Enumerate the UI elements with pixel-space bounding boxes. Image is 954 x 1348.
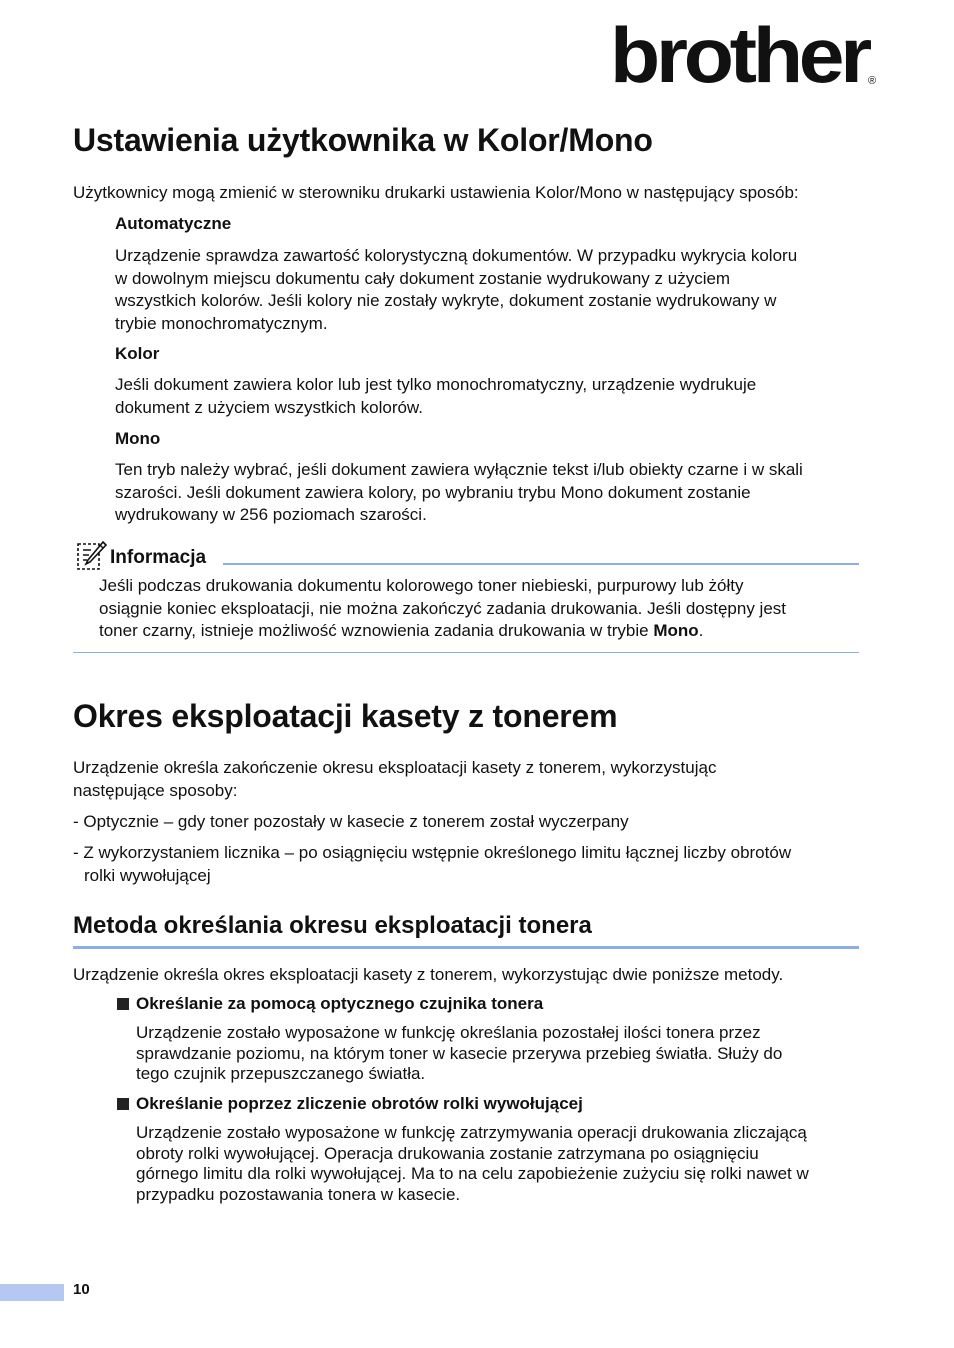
dash-item-optycznie: - Optycznie – gdy toner pozostały w kasecie z tonerem został wyczerpany	[73, 812, 629, 831]
option-label-mono: Mono	[115, 429, 161, 448]
bullet-square-icon	[117, 1098, 129, 1110]
text-span: toner czarny, istnieje możliwość wznowienia zadania drukowania w trybie	[99, 621, 654, 640]
subsection-title-metoda: Metoda określania okresu eksploatacji tonera	[73, 912, 592, 939]
text-line: przypadku pozostawania tonera w kasecie.	[136, 1184, 461, 1204]
text-line: wydrukowany w 256 poziomach szarości.	[115, 505, 427, 524]
note-body	[99, 575, 786, 643]
text-line: wszystkich kolorów. Jeśli kolory nie zostały wykryte, dokument zostanie wydrukowany w	[115, 291, 777, 310]
text-line: Urządzenie zostało wyposażone w funkcję określania pozostałej ilości tonera przez	[136, 1023, 761, 1042]
text-line: Jeśli dokument zawiera kolor lub jest tylko monochromatyczny, urządzenie wydrukuje	[115, 375, 757, 394]
section-title-okres-eksploatacji: Okres eksploatacji kasety z tonerem	[73, 698, 618, 734]
bold-text: Mono	[653, 621, 699, 640]
text-line: Urządzenie określa zakończenie okresu eksploatacji kasety z tonerem, wykorzystując	[73, 758, 717, 777]
text-line: Urządzenie zostało wyposażone w funkcję zatrzymywania operacji drukowania zliczającą	[136, 1123, 807, 1142]
text-line: trybie monochromatycznym.	[115, 313, 328, 333]
text-line: tego czujnik przepuszczanego światła.	[136, 1064, 426, 1083]
note-pencil-icon	[75, 540, 107, 572]
text-line	[99, 620, 786, 643]
note-bottom-rule	[73, 652, 859, 653]
method-desc-licznik	[136, 1123, 809, 1205]
note-top-rule	[223, 563, 859, 565]
method-label-licznik: Określanie poprzez zliczenie obrotów rolki wywołującej	[136, 1094, 583, 1113]
text-line: - Z wykorzystaniem licznika – po osiągnięciu wstępnie określonego limitu łącznej liczby obrotów	[73, 843, 792, 862]
option-label-automatyczne: Automatyczne	[115, 214, 232, 233]
option-desc-kolor	[115, 374, 756, 419]
section2-intro	[73, 757, 716, 802]
logo-text: brother	[610, 22, 872, 90]
option-desc-mono	[115, 459, 803, 527]
text-line: rolki wywołującej	[84, 865, 211, 885]
option-label-kolor: Kolor	[115, 344, 160, 363]
text-line: w dowolnym miejscu dokumentu cały dokument zostanie wydrukowany z użyciem	[115, 268, 731, 288]
registered-mark: ®	[868, 75, 877, 87]
text-span: .	[698, 621, 704, 640]
text-line: Jeśli podczas drukowania dokumentu kolorowego toner niebieski, purpurowy lub żółty	[99, 576, 744, 595]
dash-item-licznik	[73, 842, 791, 887]
subsection-rule	[73, 946, 859, 949]
method-label-optyczny: Określanie za pomocą optycznego czujnika tonera	[136, 994, 544, 1013]
section1-intro: Użytkownicy mogą zmienić w sterowniku drukarki ustawienia Kolor/Mono w następujący sposób:	[73, 183, 799, 202]
page-tab	[0, 1284, 64, 1301]
section3-intro: Urządzenie określa okres eksploatacji kasety z tonerem, wykorzystując dwie poniższe metody.	[73, 965, 784, 984]
brother-logo	[610, 22, 882, 90]
text-line: dokument z użyciem wszystkich kolorów.	[115, 397, 423, 417]
bullet-square-icon	[117, 998, 129, 1010]
note-title: Informacja	[110, 547, 207, 568]
method-desc-optyczny	[136, 1023, 782, 1085]
text-line: sprawdzanie poziomu, na którym toner w kasecie przerywa przebieg światła. Służy do	[136, 1043, 783, 1063]
section-title-kolor-mono: Ustawienia użytkownika w Kolor/Mono	[73, 122, 653, 158]
text-line: obroty rolki wywołującej. Operacja drukowania zostanie zatrzymana po osiągnięciu	[136, 1143, 759, 1163]
text-line: Ten tryb należy wybrać, jeśli dokument zawiera wyłącznie tekst i/lub obiekty czarne i w skali	[115, 460, 803, 479]
option-desc-automatyczne	[115, 245, 797, 335]
text-line: następujące sposoby:	[73, 780, 238, 800]
text-line: osiągnie koniec eksploatacji, nie można zakończyć zadania drukowania. Jeśli dostępny jest	[99, 598, 786, 618]
page-number: 10	[73, 1281, 90, 1298]
text-line: szarości. Jeśli dokument zawiera kolory, po wybraniu trybu Mono dokument zostanie	[115, 482, 751, 502]
text-line: górnego limitu dla rolki wywołującej. Ma to na celu zapobieżenie zużyciu się rolki nawet w	[136, 1164, 809, 1183]
text-line: Urządzenie sprawdza zawartość kolorystyczną dokumentów. W przypadku wykrycia koloru	[115, 246, 798, 265]
